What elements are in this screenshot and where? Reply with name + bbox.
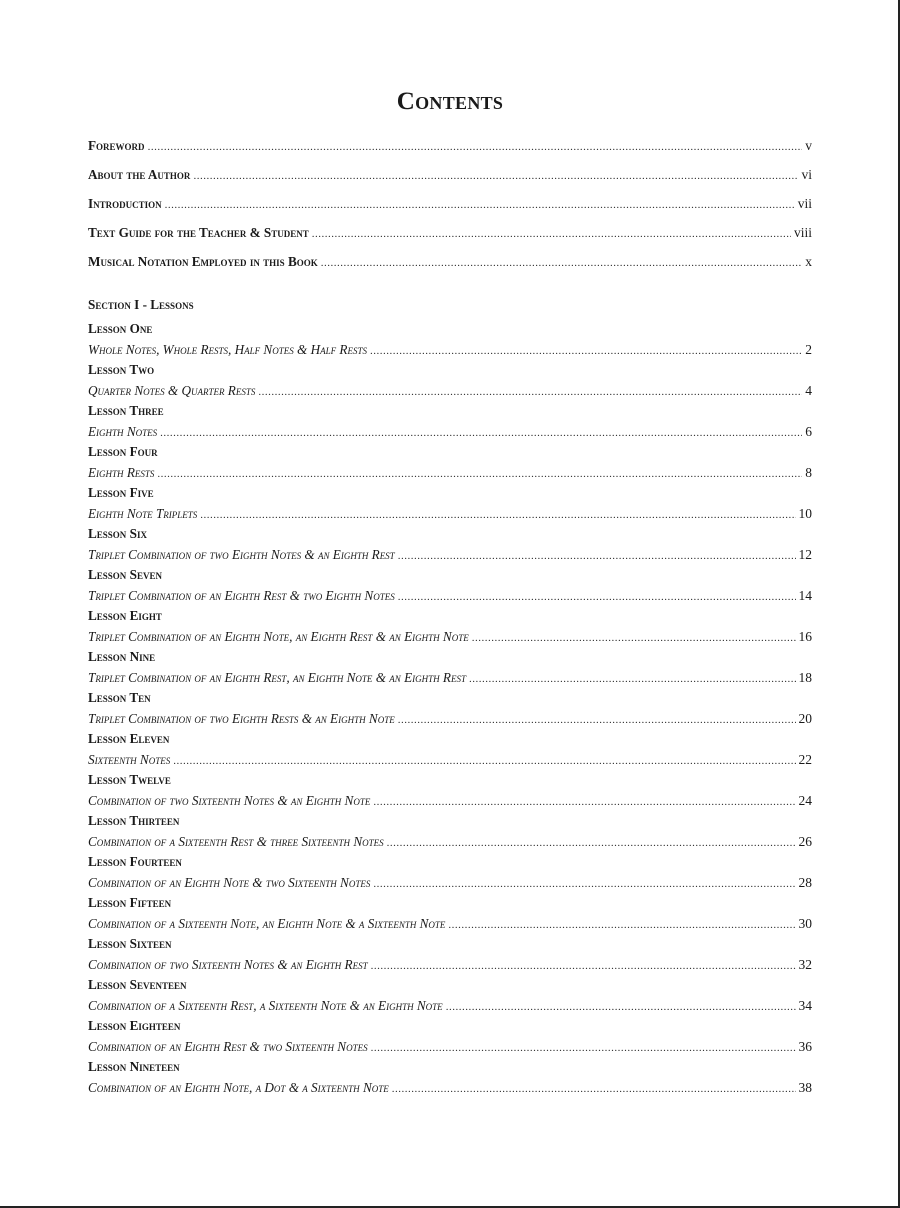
entry-label: Musical Notation Employed in this Book bbox=[88, 254, 318, 269]
entry-page-number: 22 bbox=[798, 752, 812, 767]
entry-page-number: v bbox=[805, 138, 812, 153]
entry-page-number: 6 bbox=[805, 424, 812, 439]
lesson-entry bbox=[88, 811, 812, 852]
lesson-entry bbox=[88, 893, 812, 934]
entry-label: Introduction bbox=[88, 196, 162, 211]
lesson-entry bbox=[88, 606, 812, 647]
lesson-topic: Triplet Combination of an Eighth Rest & two Eighth Notes bbox=[88, 588, 395, 603]
lesson-topic-row bbox=[88, 421, 812, 442]
dot-leader bbox=[193, 162, 798, 191]
lesson-name: Lesson Twelve bbox=[88, 772, 171, 787]
entry-page-number: 18 bbox=[798, 670, 812, 685]
lesson-topic: Combination of an Eighth Note & two Sixteenth Notes bbox=[88, 875, 371, 890]
dot-leader bbox=[446, 997, 796, 1018]
lesson-name: Lesson Seventeen bbox=[88, 977, 187, 992]
lesson-topic: Combination of a Sixteenth Rest & three Sixteenth Notes bbox=[88, 834, 384, 849]
entry-page-number: 20 bbox=[798, 711, 812, 726]
lesson-name: Lesson Two bbox=[88, 362, 155, 377]
lesson-entry bbox=[88, 934, 812, 975]
front-matter-item-musical-notation bbox=[88, 247, 812, 276]
entry-page-number: 38 bbox=[798, 1080, 812, 1095]
lesson-topic: Combination of an Eighth Note, a Dot & a Sixteenth Note bbox=[88, 1080, 389, 1095]
dot-leader bbox=[321, 249, 803, 278]
lesson-topic-row bbox=[88, 667, 812, 688]
lesson-topic-row bbox=[88, 380, 812, 401]
entry-page-number: viii bbox=[793, 225, 812, 240]
entry-page-number: 16 bbox=[798, 629, 812, 644]
lesson-topic-row bbox=[88, 339, 812, 360]
lesson-name: Lesson Fourteen bbox=[88, 854, 182, 869]
entry-label: About the Author bbox=[88, 167, 191, 182]
section-heading: Section I - Lessons bbox=[88, 297, 194, 312]
dot-leader bbox=[371, 956, 796, 977]
lesson-topic: Triplet Combination of an Eighth Rest, an Eighth Note & an Eighth Rest bbox=[88, 670, 466, 685]
dot-leader bbox=[160, 423, 802, 444]
lesson-topic: Combination of an Eighth Rest & two Sixteenth Notes bbox=[88, 1039, 368, 1054]
lesson-entry bbox=[88, 319, 812, 360]
lesson-entry bbox=[88, 483, 812, 524]
lesson-entry bbox=[88, 852, 812, 893]
lesson-name: Lesson Seven bbox=[88, 567, 162, 582]
dot-leader bbox=[371, 1038, 796, 1059]
lesson-topic: Sixteenth Notes bbox=[88, 752, 171, 767]
dot-leader bbox=[200, 505, 795, 526]
entry-page-number: 12 bbox=[798, 547, 812, 562]
lesson-entry bbox=[88, 565, 812, 606]
lesson-name: Lesson Sixteen bbox=[88, 936, 172, 951]
entry-page-number: 34 bbox=[798, 998, 812, 1013]
lesson-name: Lesson Nine bbox=[88, 649, 156, 664]
lesson-topic-row bbox=[88, 462, 812, 483]
dot-leader bbox=[392, 1079, 796, 1100]
lesson-topic: Triplet Combination of two Eighth Rests & an Eighth Note bbox=[88, 711, 395, 726]
lesson-entry bbox=[88, 770, 812, 811]
entry-page-number: 32 bbox=[798, 957, 812, 972]
dot-leader bbox=[398, 546, 796, 567]
dot-leader bbox=[373, 792, 795, 813]
lesson-topic-row bbox=[88, 585, 812, 606]
lesson-name: Lesson Eleven bbox=[88, 731, 170, 746]
lesson-entry bbox=[88, 401, 812, 442]
entry-page-number: 30 bbox=[798, 916, 812, 931]
lesson-topic-row bbox=[88, 954, 812, 975]
lesson-name: Lesson Five bbox=[88, 485, 154, 500]
contents-page bbox=[88, 0, 812, 1098]
lesson-entry bbox=[88, 688, 812, 729]
lesson-topic-row bbox=[88, 544, 812, 565]
dot-leader bbox=[373, 874, 795, 895]
entry-page-number: vii bbox=[797, 196, 812, 211]
lesson-topic-row bbox=[88, 626, 812, 647]
lesson-name: Lesson Fifteen bbox=[88, 895, 172, 910]
lesson-topic: Combination of a Sixteenth Rest, a Sixteenth Note & an Eighth Note bbox=[88, 998, 443, 1013]
lesson-name: Lesson Eighteen bbox=[88, 1018, 181, 1033]
dot-leader bbox=[258, 382, 802, 403]
page-title: Contents bbox=[396, 88, 504, 115]
lesson-topic: Eighth Rests bbox=[88, 465, 155, 480]
lesson-topic-row bbox=[88, 790, 812, 811]
lesson-name: Lesson Nineteen bbox=[88, 1059, 180, 1074]
lesson-topic: Eighth Note Triplets bbox=[88, 506, 198, 521]
lesson-topic-row bbox=[88, 995, 812, 1016]
entry-page-number: 14 bbox=[798, 588, 812, 603]
entry-page-number: x bbox=[805, 254, 812, 269]
lesson-entry bbox=[88, 647, 812, 688]
lesson-entry bbox=[88, 1057, 812, 1098]
dot-leader bbox=[157, 464, 802, 485]
dot-leader bbox=[472, 628, 796, 649]
dot-leader bbox=[312, 220, 791, 249]
lesson-entry bbox=[88, 1016, 812, 1057]
front-matter-list bbox=[88, 131, 812, 276]
entry-page-number: 8 bbox=[805, 465, 812, 480]
lesson-topic: Triplet Combination of an Eighth Note, an Eighth Rest & an Eighth Note bbox=[88, 629, 469, 644]
lesson-name: Lesson Three bbox=[88, 403, 164, 418]
lesson-entry bbox=[88, 729, 812, 770]
lesson-topic: Eighth Notes bbox=[88, 424, 158, 439]
lesson-topic-row bbox=[88, 831, 812, 852]
lesson-name: Lesson One bbox=[88, 321, 153, 336]
lesson-topic: Whole Notes, Whole Rests, Half Notes & Half Rests bbox=[88, 342, 367, 357]
lesson-name: Lesson Thirteen bbox=[88, 813, 180, 828]
entry-page-number: 26 bbox=[798, 834, 812, 849]
dot-leader bbox=[448, 915, 795, 936]
lesson-entry bbox=[88, 524, 812, 565]
lesson-topic: Triplet Combination of two Eighth Notes & an Eighth Rest bbox=[88, 547, 395, 562]
lesson-entry bbox=[88, 975, 812, 1016]
dot-leader bbox=[165, 191, 795, 220]
lesson-name: Lesson Ten bbox=[88, 690, 151, 705]
entry-page-number: 10 bbox=[798, 506, 812, 521]
front-matter-item-text-guide bbox=[88, 218, 812, 247]
entry-page-number: 2 bbox=[805, 342, 812, 357]
lesson-entry bbox=[88, 360, 812, 401]
entry-page-number: 4 bbox=[805, 383, 812, 398]
lesson-topic-row bbox=[88, 749, 812, 770]
lesson-topic-row bbox=[88, 913, 812, 934]
lesson-topic-row bbox=[88, 708, 812, 729]
entry-page-number: 36 bbox=[798, 1039, 812, 1054]
lesson-topic: Combination of two Sixteenth Notes & an Eighth Rest bbox=[88, 957, 368, 972]
lesson-topic-row bbox=[88, 503, 812, 524]
lesson-name: Lesson Six bbox=[88, 526, 147, 541]
dot-leader bbox=[398, 710, 796, 731]
lesson-name: Lesson Four bbox=[88, 444, 158, 459]
entry-label: Text Guide for the Teacher & Student bbox=[88, 225, 309, 240]
lesson-topic-row bbox=[88, 872, 812, 893]
dot-leader bbox=[469, 669, 796, 690]
front-matter-item-introduction bbox=[88, 189, 812, 218]
lesson-list bbox=[88, 319, 812, 1098]
lesson-topic-row bbox=[88, 1036, 812, 1057]
front-matter-item-about-author bbox=[88, 160, 812, 189]
lesson-topic-row bbox=[88, 1077, 812, 1098]
lesson-topic: Quarter Notes & Quarter Rests bbox=[88, 383, 256, 398]
lesson-topic: Combination of two Sixteenth Notes & an Eighth Note bbox=[88, 793, 371, 808]
entry-page-number: 28 bbox=[798, 875, 812, 890]
lesson-topic: Combination of a Sixteenth Note, an Eighth Note & a Sixteenth Note bbox=[88, 916, 446, 931]
dot-leader bbox=[398, 587, 796, 608]
front-matter-item-foreword bbox=[88, 131, 812, 160]
dot-leader bbox=[387, 833, 796, 854]
lesson-name: Lesson Eight bbox=[88, 608, 162, 623]
entry-page-number: 24 bbox=[798, 793, 812, 808]
entry-label: Foreword bbox=[88, 138, 145, 153]
dot-leader bbox=[173, 751, 795, 772]
lesson-entry bbox=[88, 442, 812, 483]
entry-page-number: vi bbox=[801, 167, 812, 182]
dot-leader bbox=[370, 341, 802, 362]
dot-leader bbox=[148, 133, 803, 162]
